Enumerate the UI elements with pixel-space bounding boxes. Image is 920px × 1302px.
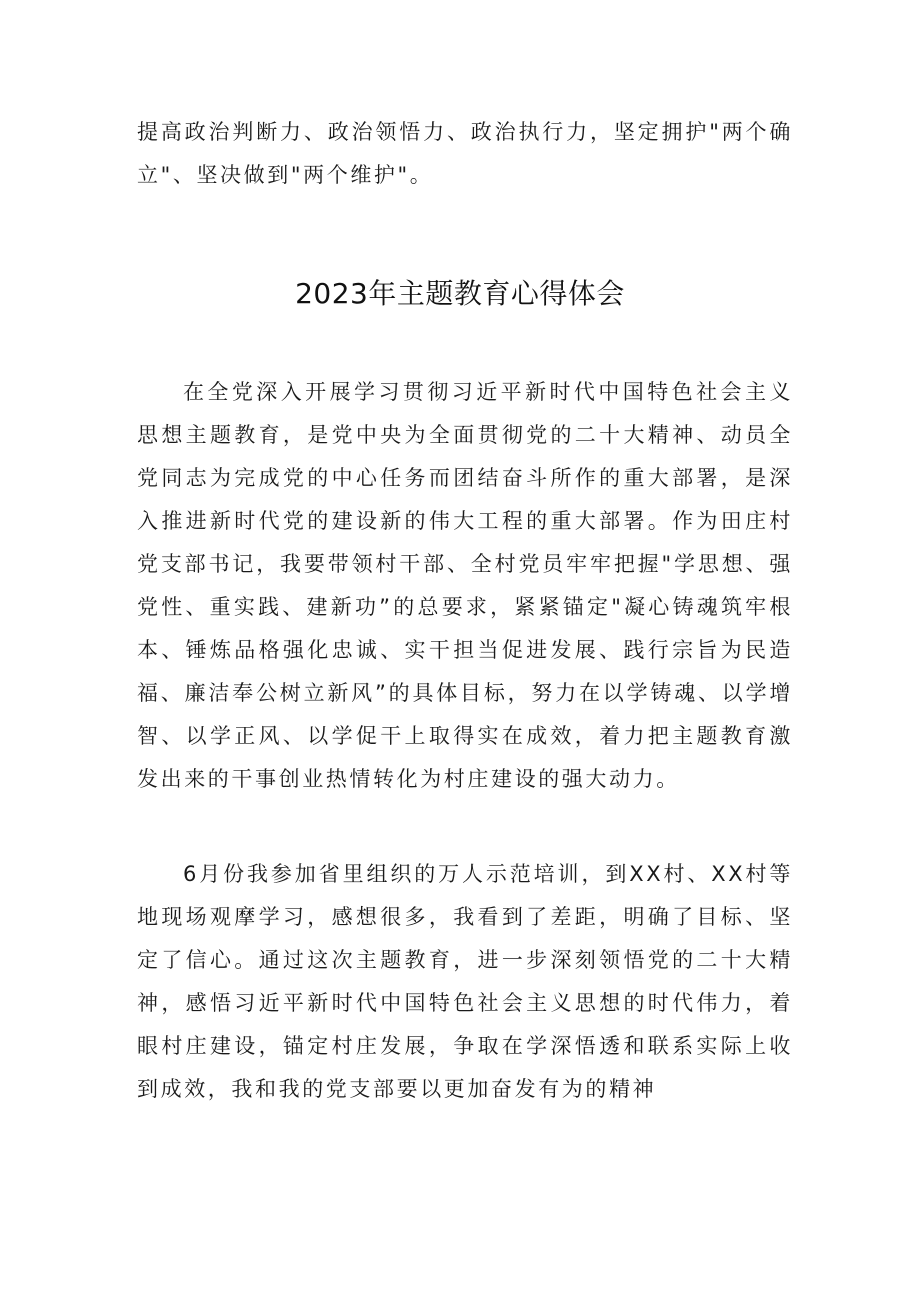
intro-paragraph-fragment: 提高政治判断力、政治领悟力、政治执行力，坚定拥护"两个确立"、坚决做到"两个维护"。 (137, 120, 793, 187)
body-paragraph-2: 6月份我参加省里组织的万人示范培训，到XX村、XX村等地现场观摩学习，感想很多，我看到了差距，明确了目标、坚定了信心。通过这次主题教育，进一步深刻领悟党的二十大精神，感悟习近平新时代中国特色社会主义思想的时代伟力，着眼村庄建设，锚定村庄发展，争取在学深悟透和联系实际上收到成效，我和我的党支部要以更加奋发有为的精神 (137, 862, 793, 1101)
document-title: 2023年主题教育心得体会 (295, 277, 625, 310)
body-paragraph-1: 在全党深入开展学习贯彻习近平新时代中国特色社会主义思想主题教育，是党中央为全面贯彻党的二十大精神、动员全党同志为完成党的中心任务而团结奋斗所作的重大部署，是深入推进新时代党的建设新的伟大工程的重大部署。作为田庄村党支部书记，我要带领村干部、全村党员牢牢把握"学思想、强党性、重实践、建新功”的总要求，紧紧锚定"凝心铸魂筑牢根本、锤炼品格强化忠诚、实干担当促进发展、践行宗旨为民造福、廉洁奉公树立新风”的具体目标，努力在以学铸魂、以学增智、以学正风、以学促干上取得实在成效，着力把主题教育激发出来的干事创业热情转化为村庄建设的强大动力。 (137, 380, 793, 791)
